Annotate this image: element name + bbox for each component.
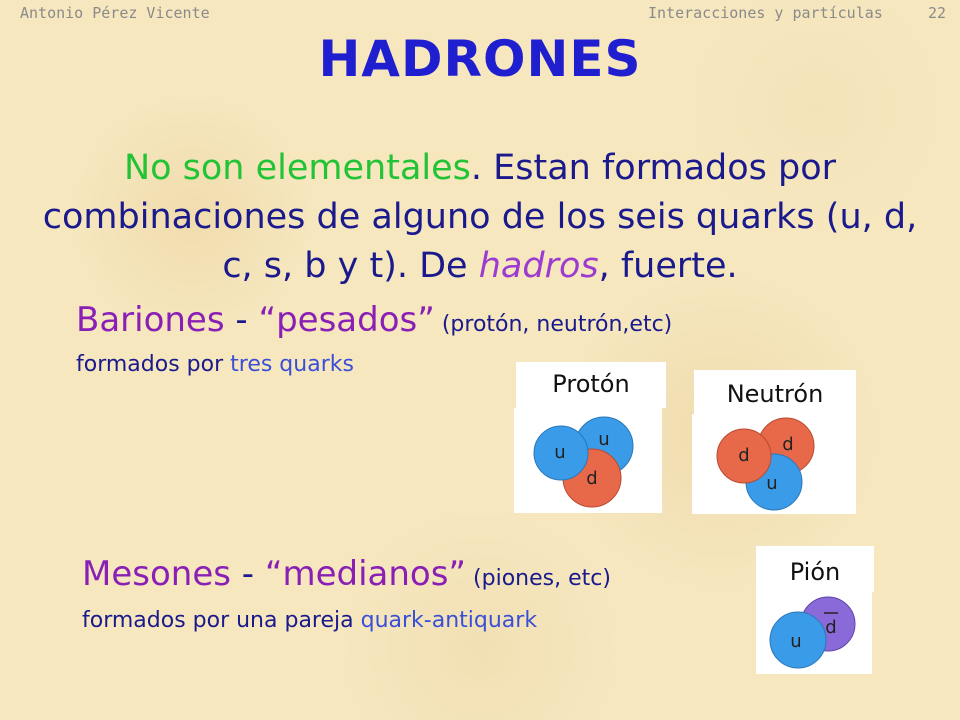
- bariones-desc-prefix: formados por: [76, 352, 231, 377]
- slide-title: HADRONES: [318, 30, 642, 88]
- proton-label: Protón: [552, 370, 630, 398]
- page-number: 22: [928, 4, 947, 22]
- pion-quarks: [756, 592, 872, 674]
- pion-label: Pión: [789, 558, 841, 586]
- mesones-name: Mesones: [82, 554, 231, 594]
- proton-diagram: [514, 408, 662, 513]
- neutron-label: Neutrón: [726, 380, 824, 408]
- intro-paragraph: [40, 144, 920, 291]
- pion-diagram: [756, 592, 872, 674]
- proton-quarks: [514, 408, 662, 513]
- header-topic: Interacciones y partículas: [648, 4, 883, 22]
- bariones-dash: -: [224, 300, 259, 340]
- bariones-name: Bariones: [76, 300, 225, 340]
- mesones-description: [82, 608, 537, 633]
- intro-text-1: . Estan formados por combinaciones de alguno de los seis quarks (u, d, c, s, b y t). De: [42, 148, 918, 286]
- neutron-quarks: [692, 414, 856, 514]
- bariones-heading: [76, 300, 672, 340]
- proton-quark-u-2-label: u: [598, 429, 610, 450]
- mesones-meaning: “medianos”: [264, 554, 467, 594]
- intro-text-2: , fuerte.: [598, 246, 738, 286]
- mesones-heading: [82, 554, 611, 594]
- header-author: Antonio Pérez Vicente: [20, 4, 210, 22]
- mesones-desc-highlight: quark-antiquark: [360, 608, 538, 633]
- neutron-diagram: [692, 414, 856, 514]
- intro-highlight: No son elementales: [123, 148, 471, 188]
- pion-quark-u-label: u: [790, 631, 802, 652]
- bariones-meaning: “pesados”: [258, 300, 435, 340]
- mesones-examples: (piones, etc): [466, 566, 611, 591]
- intro-etymology: hadros: [478, 246, 599, 286]
- bariones-desc-highlight: tres quarks: [230, 352, 354, 377]
- neutron-quark-u-label: u: [766, 473, 778, 494]
- bariones-examples: (protón, neutrón,etc): [434, 312, 673, 337]
- proton-quark-u-1-label: u: [554, 442, 566, 463]
- bariones-description: [76, 352, 354, 377]
- proton-quark-d-label: d: [586, 468, 598, 489]
- neutron-quark-d-2-label: d: [782, 434, 794, 455]
- mesones-dash: -: [230, 554, 265, 594]
- neutron-quark-d-1-label: d: [738, 445, 750, 466]
- mesones-desc-prefix: formados por una pareja: [82, 608, 361, 633]
- pion-antiquark-label: d: [825, 617, 837, 638]
